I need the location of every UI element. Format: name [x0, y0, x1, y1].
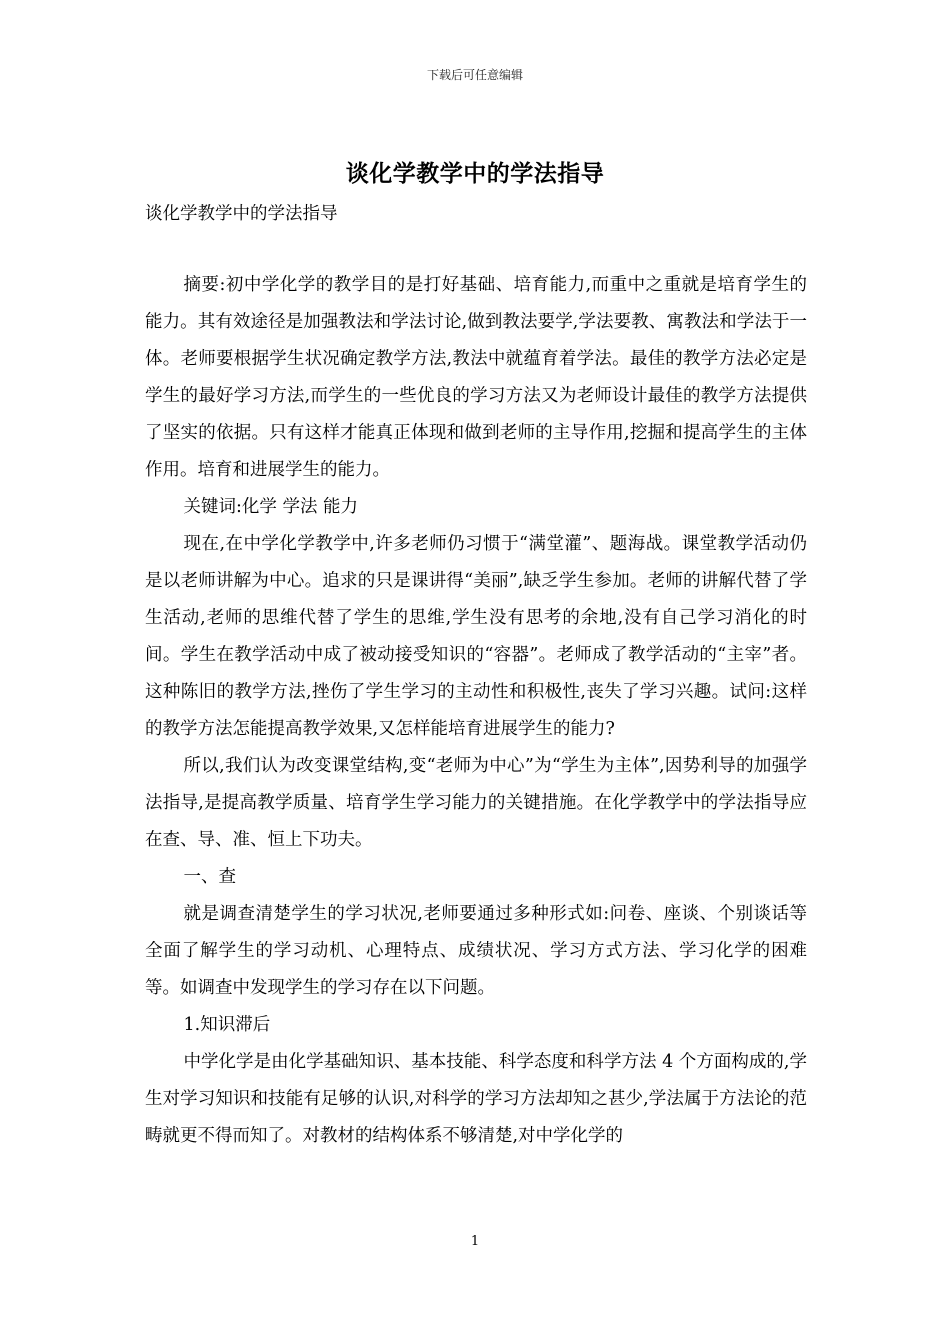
- abstract-paragraph: 摘要:初中学化学的教学目的是打好基础、培育能力,而重中之重就是培育学生的能力。其有效途径是加强教法和学法讨论,做到教法要学,学法要教、寓教法和学法于一体。老师要根据学生状况确定教学方法,教法中就蕴育着学法。最佳的教学方法必定是学生的最好学习方法,而学生的一些优良的学习方法又为老师设计最佳的教学方法提供了坚实的依据。只有这样才能真正体现和做到老师的主导作用,挖掘和提高学生的主体作用。培育和进展学生的能力。: [145, 275, 807, 480]
- document-body: [145, 196, 807, 1155]
- keywords-paragraph: 关键词:化学 学法 能力: [183, 497, 359, 517]
- body-paragraph: 现在,在中学化学教学中,许多老师仍习惯于“满堂灌”、题海战。课堂教学活动仍是以老师讲解为中心。追求的只是课讲得“美丽”,缺乏学生参加。老师的讲解代替了学生活动,老师的思维代替了学生的思维,学生没有思考的余地,没有自己学习消化的时间。学生在教学活动中成了被动接受知识的“容器”。老师成了教学活动的“主宰”者。这种陈旧的教学方法,挫伤了学生学习的主动性和积极性,丧失了学习兴趣。试问:这样的教学方法怎能提高教学效果,又怎样能培育进展学生的能力?: [145, 534, 807, 739]
- subsection-heading: 1.知识滞后: [183, 1015, 271, 1035]
- section-heading: 一、查: [183, 867, 236, 887]
- page-header-note: 下载后可任意编辑: [426, 68, 523, 82]
- body-paragraph: 所以,我们认为改变课堂结构,变“老师为中心”为“学生为主体”,因势利导的加强学法指导,是提高教学质量、培育学生学习能力的关键措施。在化学教学中的学法指导应在查、导、准、恒上下功夫。: [145, 756, 807, 850]
- document-title: 谈化学教学中的学法指导: [345, 160, 605, 187]
- document-subtitle: 谈化学教学中的学法指导: [145, 204, 338, 224]
- body-paragraph: 中学化学是由化学基础知识、基本技能、科学态度和科学方法 4 个方面构成的,学生对学习知识和技能有足够的认识,对科学的学习方法却知之甚少,学法属于方法论的范畴就更不得而知了。对教材的结构体系不够清楚,对中学化学的: [145, 1052, 807, 1146]
- page-number: 1: [470, 1234, 480, 1249]
- body-paragraph: 就是调查清楚学生的学习状况,老师要通过多种形式如:问卷、座谈、个别谈话等全面了解学生的学习动机、心理特点、成绩状况、学习方式方法、学习化学的困难等。如调查中发现学生的学习存在以下问题。: [145, 904, 807, 998]
